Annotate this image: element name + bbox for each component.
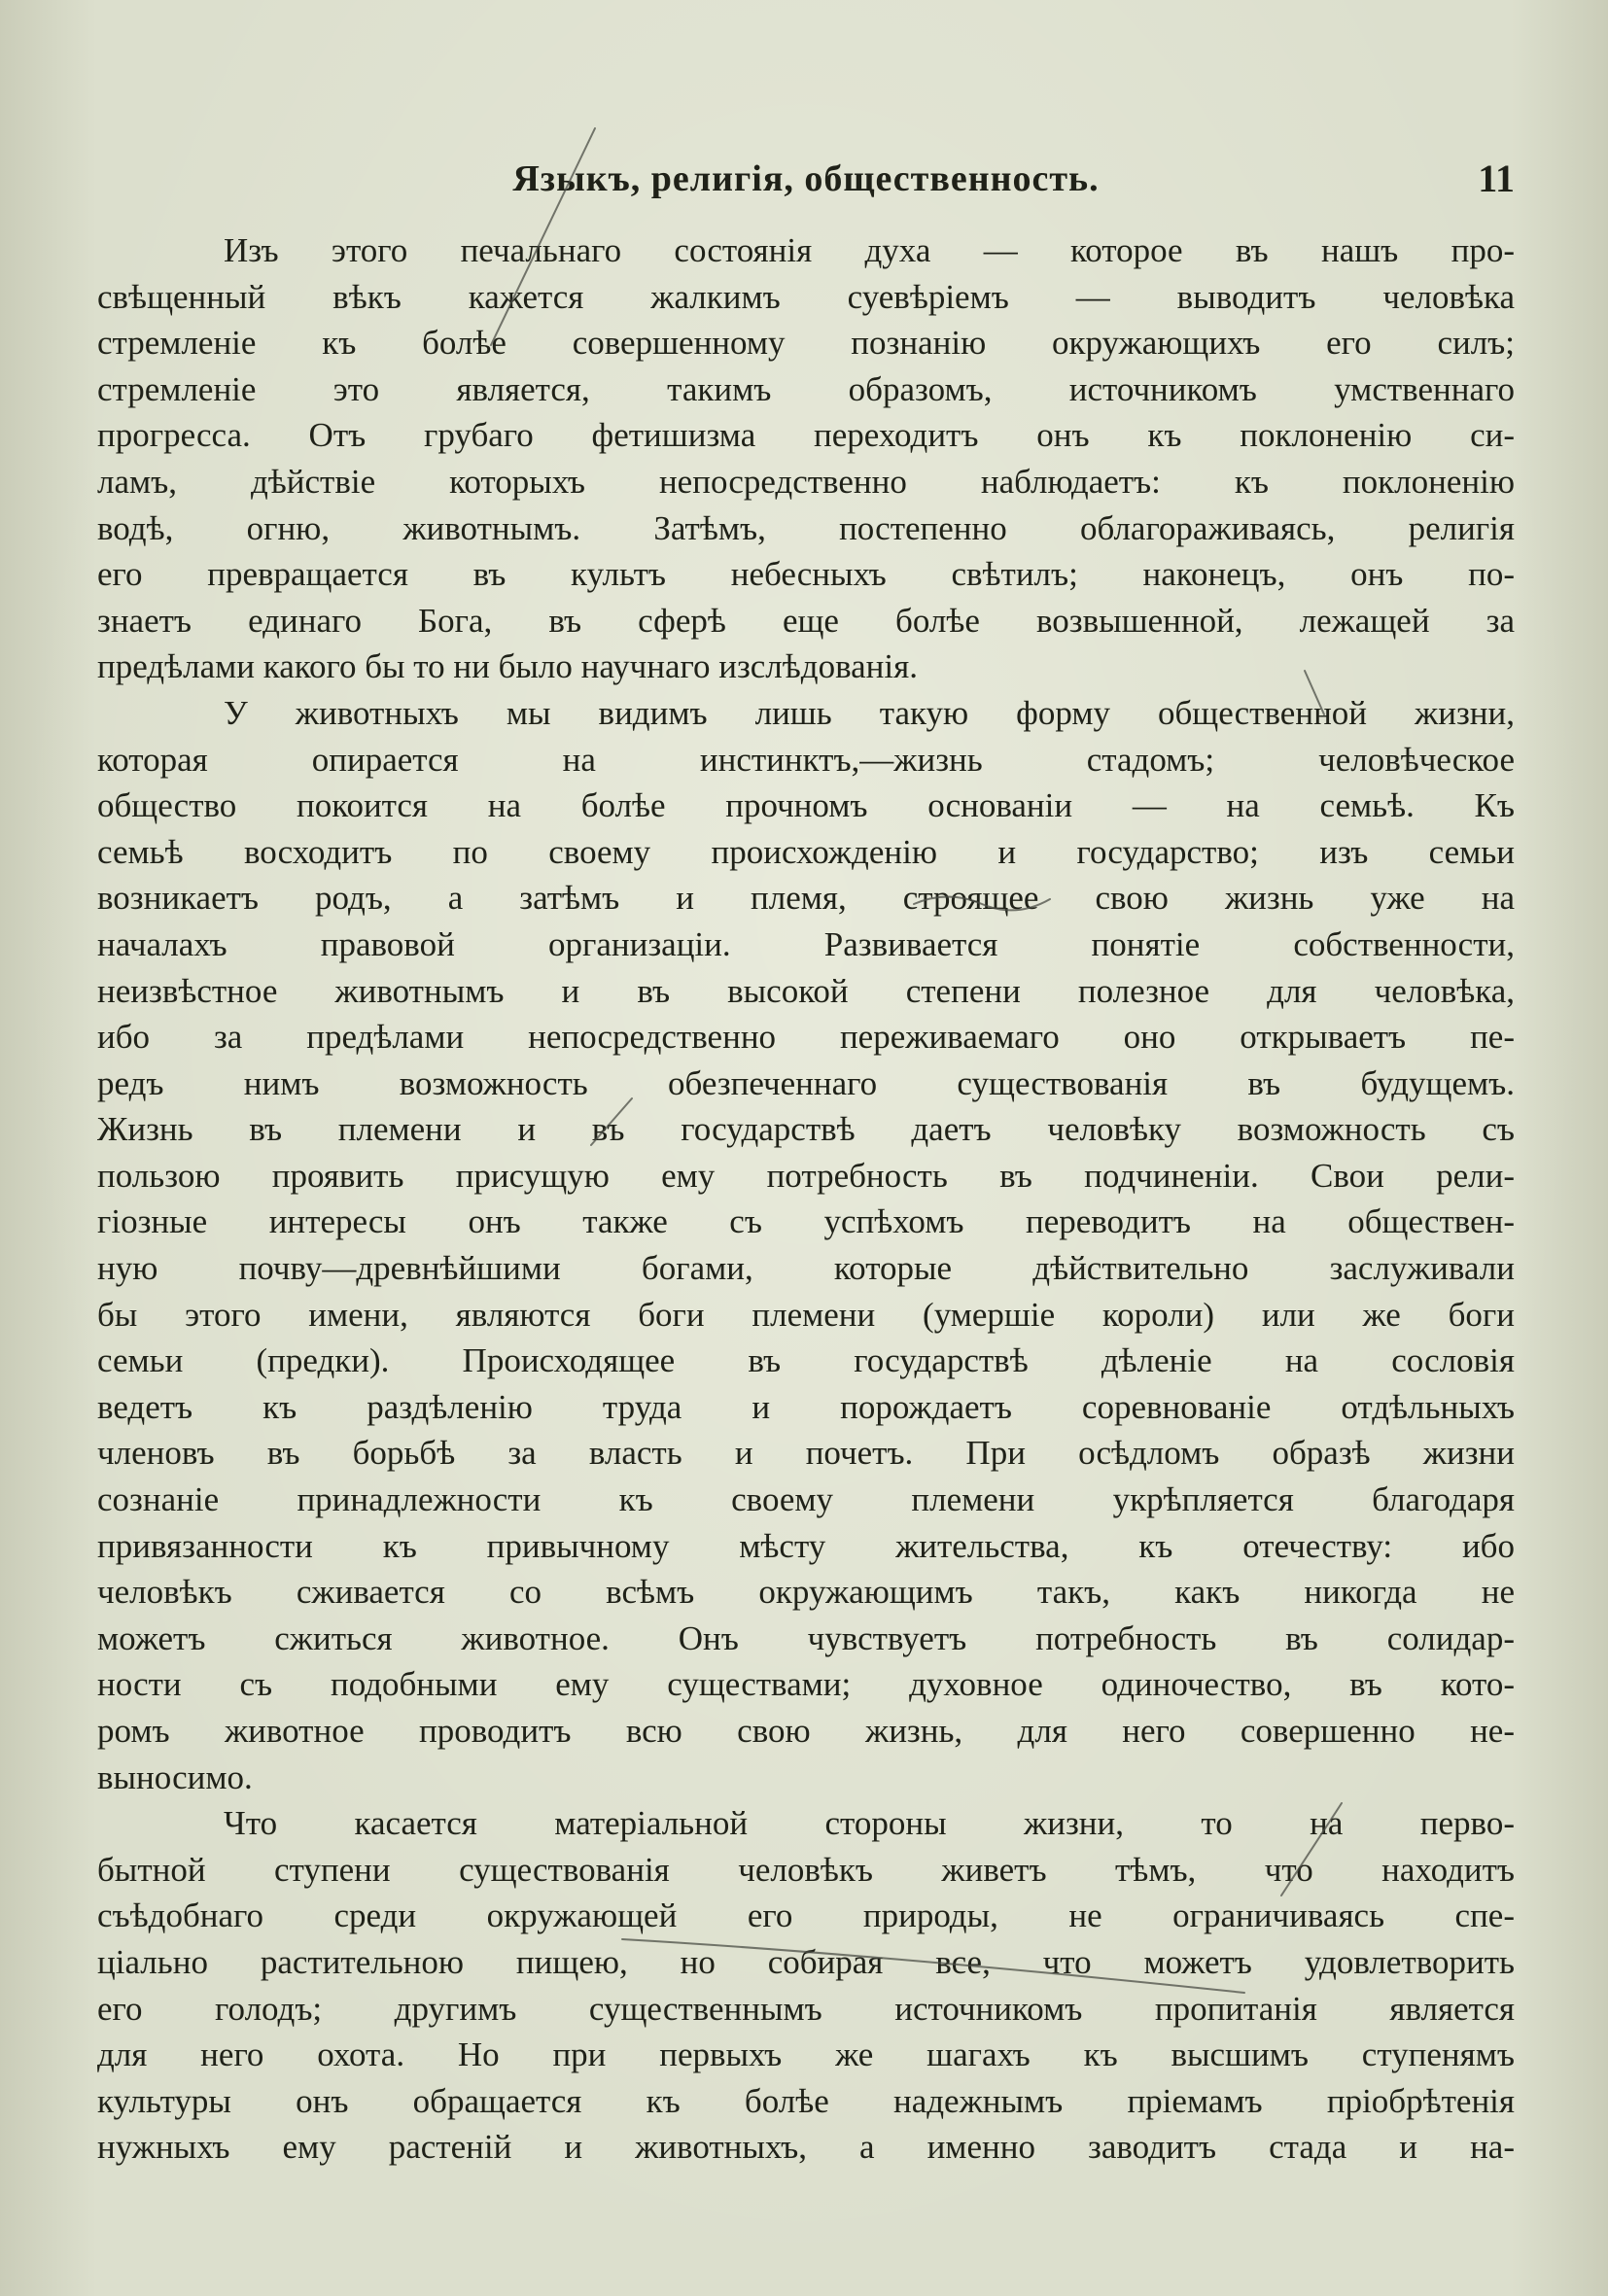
text-line: семьѣ восходитъ по своему происхожденію и государство; изъ семьи (97, 832, 1515, 871)
text-line: ромъ животное проводитъ всю свою жизнь, для него совершенно не- (97, 1712, 1515, 1750)
text-line: бытной ступени существованія человѣкъ живетъ тѣмъ, что находитъ (97, 1850, 1515, 1889)
body-text (97, 227, 1515, 2171)
text-line: Что касается матеріальной стороны жизни, то на перво- (224, 1804, 1515, 1843)
text-line: ціально растительною пищею, но собирая все, что можетъ удовлетворить (97, 1942, 1515, 1981)
text-line: съѣдобнаго среди окружающей его природы, не ограничиваясь спе- (97, 1896, 1515, 1935)
text-line: редъ нимъ возможность обезпеченнаго существованія въ будущемъ. (97, 1063, 1515, 1102)
text-line: возникаетъ родъ, а затѣмъ и племя, строящее свою жизнь уже на (97, 879, 1515, 918)
text-line: ную почву—древнѣйшими богами, которые дѣйствительно заслуживали (97, 1249, 1515, 1288)
text-line: Жизнь въ племени и въ государствѣ даетъ человѣку возможность съ (97, 1110, 1515, 1149)
text-line: ламъ, дѣйствіе которыхъ непосредственно наблюдаетъ: къ поклоненію (97, 462, 1515, 501)
text-line: бы этого имени, являются боги племени (умершіе короли) или же боги (97, 1295, 1515, 1334)
text-line: для него охота. Но при первыхъ же шагахъ къ высшимъ ступенямъ (97, 2035, 1515, 2074)
text-line: общество покоится на болѣе прочномъ основаніи — на семьѣ. Къ (97, 786, 1515, 825)
text-line: стремленіе къ болѣе совершенному познанію окружающихъ его силъ; (97, 324, 1515, 363)
text-line: стремленіе это является, такимъ образомъ, источникомъ умственнаго (97, 369, 1515, 408)
text-line: ибо за предѣлами непосредственно переживаемаго оно открываетъ пе- (97, 1018, 1515, 1057)
text-line: семьи (предки). Происходящее въ государствѣ дѣленіе на сословія (97, 1341, 1515, 1380)
text-line: неизвѣстное животнымъ и въ высокой степени полезное для человѣка, (97, 971, 1515, 1010)
text-line: водѣ, огню, животнымъ. Затѣмъ, постепенно облагораживаясь, религія (97, 508, 1515, 547)
text-line: которая опирается на инстинктъ,—жизнь стадомъ; человѣческое (97, 740, 1515, 779)
text-line: выносимо. (97, 1757, 253, 1796)
text-line: его голодъ; другимъ существеннымъ источникомъ пропитанія является (97, 1989, 1515, 2028)
text-line: его превращается въ культъ небесныхъ свѣтилъ; наконецъ, онъ по- (97, 555, 1515, 594)
page-header (97, 152, 1515, 206)
text-line: сознаніе принадлежности къ своему племени укрѣпляется благодаря (97, 1480, 1515, 1519)
text-line: привязанности къ привычному мѣсту жительства, къ отечеству: ибо (97, 1526, 1515, 1565)
text-line: ности съ подобными ему существами; духовное одиночество, въ кото- (97, 1665, 1515, 1704)
text-line: гіозные интересы онъ также съ успѣхомъ переводитъ на обществен- (97, 1202, 1515, 1241)
text-line: У животныхъ мы видимъ лишь такую форму общественной жизни, (224, 693, 1515, 732)
text-line: членовъ въ борьбѣ за власть и почетъ. При осѣдломъ образѣ жизни (97, 1434, 1515, 1473)
text-line: ведетъ къ раздѣленію труда и порождаетъ соревнованіе отдѣльныхъ (97, 1387, 1515, 1426)
text-line: знаетъ единаго Бога, въ сферѣ еще болѣе возвышенной, лежащей за (97, 601, 1515, 640)
text-line: культуры онъ обращается къ болѣе надежнымъ пріемамъ пріобрѣтенія (97, 2081, 1515, 2120)
text-line: прогресса. Отъ грубаго фетишизма переходитъ онъ къ поклоненію си- (97, 416, 1515, 455)
text-line: предѣлами какого бы то ни было научнаго изслѣдованія. (97, 647, 918, 686)
page-number: 11 (1478, 157, 1515, 200)
text-line: пользою проявить присущую ему потребность въ подчиненіи. Свои рели- (97, 1156, 1515, 1195)
text-line: свѣщенный вѣкъ кажется жалкимъ суевѣріемъ — выводитъ человѣка (97, 277, 1515, 316)
running-title: Языкъ, религія, общественность. (512, 158, 1100, 199)
text-line: нужныхъ ему растеній и животныхъ, а именно заводитъ стада и на- (97, 2128, 1515, 2167)
text-line: можетъ сжиться животное. Онъ чувствуетъ потребность въ солидар- (97, 1618, 1515, 1657)
text-line: началахъ правовой организаціи. Развивается понятіе собственности, (97, 924, 1515, 963)
text-line: Изъ этого печальнаго состоянія духа — которое въ нашъ про- (224, 231, 1515, 269)
text-line: человѣкъ сживается со всѣмъ окружающимъ такъ, какъ никогда не (97, 1573, 1515, 1612)
